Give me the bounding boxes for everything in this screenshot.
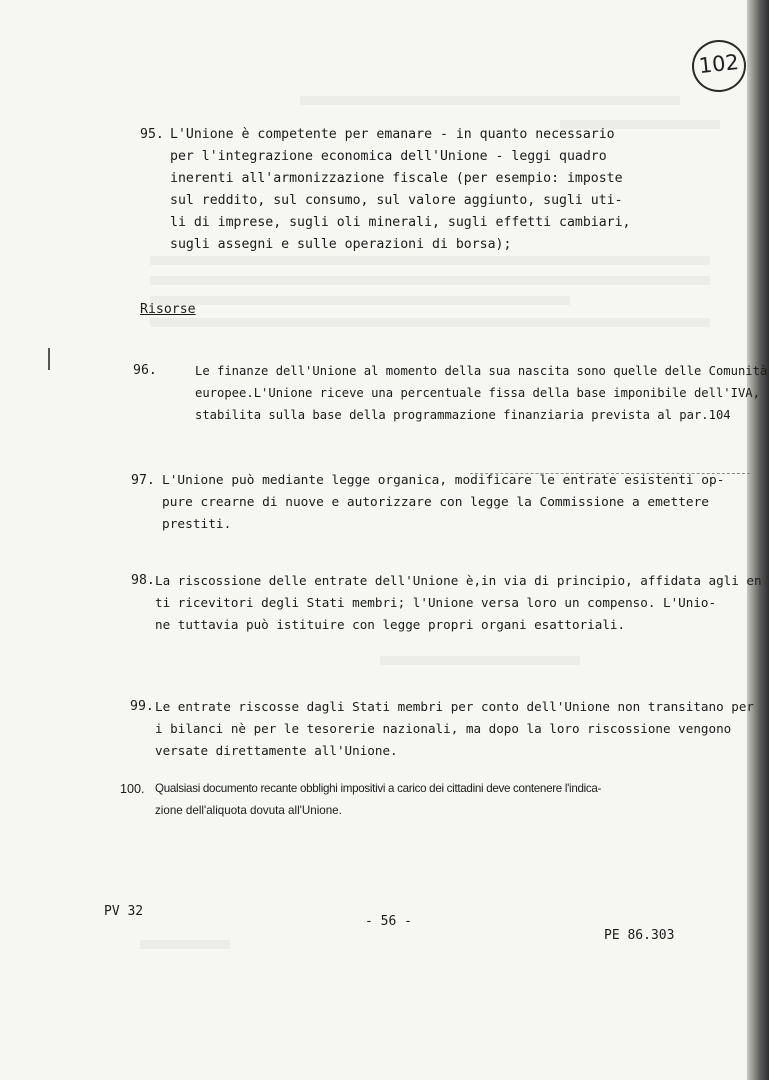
paragraph-line: europee.L'Unione riceve una percentuale fissa della base imponibile dell'IVA, xyxy=(195,386,760,400)
paragraph-line: Le entrate riscosse dagli Stati membri per conto dell'Unione non transitano per xyxy=(155,699,754,714)
paragraph-line: pure crearne di nuove e autorizzare con legge la Commissione a emettere xyxy=(162,495,710,510)
paragraph-line: li di imprese, sugli oli minerali, sugli effetti cambiari, xyxy=(170,215,631,230)
paragraph-line: prestiti. xyxy=(162,517,232,532)
paragraph-95 xyxy=(140,124,631,256)
paragraph-line: versate direttamente all'Unione. xyxy=(155,743,398,758)
paragraph-number: 100. xyxy=(120,782,145,796)
paragraph-line: per l'integrazione economica dell'Unione - leggi quadro xyxy=(170,149,607,164)
paragraph-number: 98. xyxy=(131,573,155,588)
paragraph-number: 97. xyxy=(131,473,155,488)
paragraph-number: 96. xyxy=(133,363,157,378)
paragraph-number: 95. xyxy=(140,127,164,142)
paragraph-line: stabilita sulla base della programmazione finanziaria prevista al par.104 xyxy=(195,408,731,422)
paragraph-line: La riscossione delle entrate dell'Unione è,in via di principio, affidata agli en xyxy=(155,573,762,588)
paragraph-line: sugli assegni e sulle operazioni di borsa); xyxy=(170,237,512,252)
paragraph-line: Qualsiasi documento recante obblighi impositivi a carico dei cittadini deve contenere l'indica- xyxy=(155,782,602,795)
footer-right: PE 86.303 xyxy=(604,928,675,943)
paragraph-100 xyxy=(120,778,601,822)
paragraph-line: i bilanci nè per le tesorerie nazionali, ma dopo la loro riscossione vengono xyxy=(155,721,732,736)
paragraph-line: inerenti all'armonizzazione fiscale (per esempio: imposte xyxy=(170,171,623,186)
paragraph-number: 99. xyxy=(130,699,154,714)
paragraph-line: sul reddito, sul consumo, sul valore aggiunto, sugli uti- xyxy=(170,193,623,208)
paragraph-line: ti ricevitori degli Stati membri; l'Unione versa loro un compenso. L'Unio- xyxy=(155,595,717,610)
paragraph-line: L'Unione può mediante legge organica, modificare le entrate esistenti op- xyxy=(162,473,725,488)
paragraph-line: L'Unione è competente per emanare - in quanto necessario xyxy=(170,127,615,142)
paragraph-97 xyxy=(131,470,724,536)
margin-mark xyxy=(48,348,50,370)
paragraph-99 xyxy=(130,696,754,762)
paragraph-line: ne tuttavia può istituire con legge propri organi esattoriali. xyxy=(155,617,626,632)
paragraph-96 xyxy=(133,360,767,426)
paragraph-98 xyxy=(131,570,762,636)
paragraph-line: zione dell'aliquota dovuta all'Unione. xyxy=(155,804,342,817)
footer-left: PV 32 xyxy=(104,904,144,919)
footer-page-number: - 56 - xyxy=(365,914,412,929)
section-heading: Risorse xyxy=(140,302,196,317)
binding-shadow xyxy=(747,0,769,1080)
paragraph-line: Le finanze dell'Unione al momento della sua nascita sono quelle delle Comunità xyxy=(195,364,768,378)
page-number-stamp: 102 xyxy=(689,37,748,94)
